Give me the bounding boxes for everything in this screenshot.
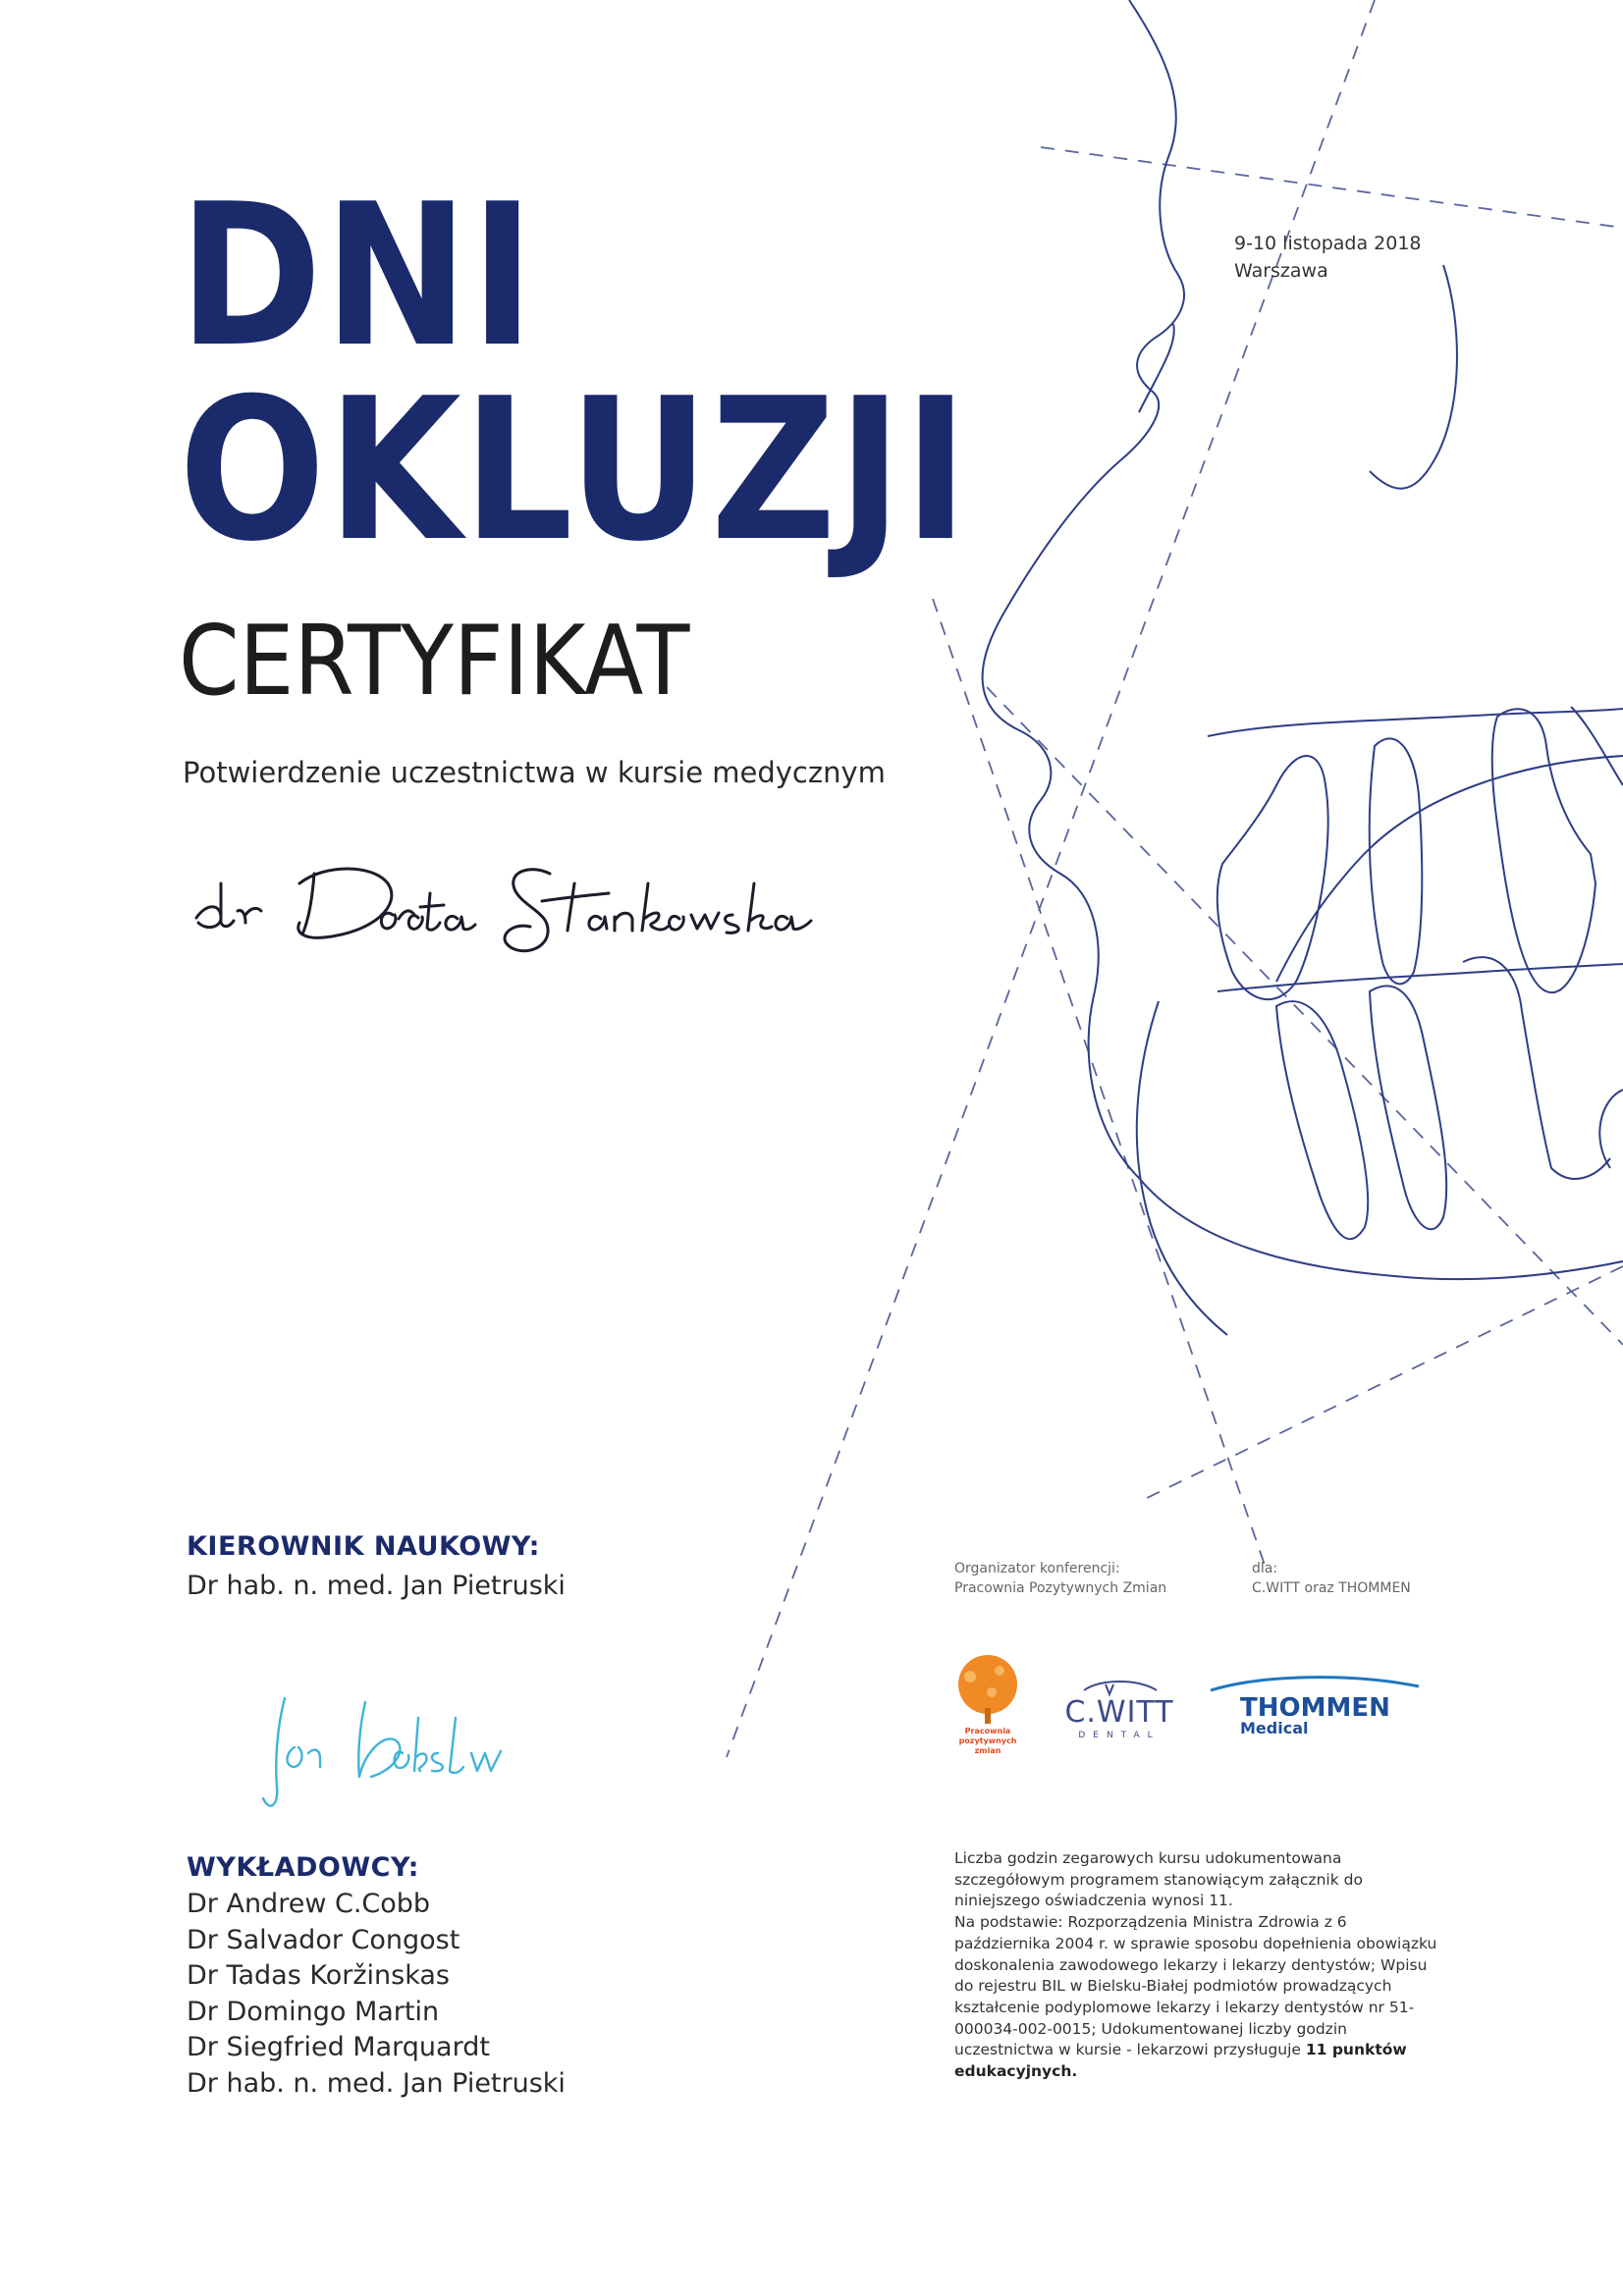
thommen-sub-text: Medical (1240, 1719, 1309, 1737)
cwitt-dental-logo (1051, 1669, 1188, 1747)
organizer-for-block (1252, 1559, 1411, 1598)
lecturer-name: Dr Tadas Koržinskas (187, 1960, 450, 1991)
legal-notice (954, 1848, 1445, 2083)
orange-tree-logo-icon (958, 1655, 1017, 1724)
event-date: 9-10 listopada 2018 (1234, 233, 1422, 254)
lecturer-name: Dr Andrew C.Cobb (187, 1889, 431, 1919)
organizer-label: Organizator konferencji: (954, 1561, 1120, 1576)
thommen-medical-logo (1203, 1669, 1429, 1747)
legal-paragraph-2-text: Na podstawie: Rozporządzenia Ministra Zdrowia z 6 października 2004 r. w sprawie sposobu dopełnienia obowiązku doskonalenia zawodowego lekarzy i lekarzy dentystów; Wpisu do rejestru BIL w Bielsku-Białej podmiotów prowadzących kształcenie podyplomowe lekarzy i lekarzy dentystów nr 51-000034-002-0015; Udokumentowanej liczby godzin uczestnictwa w kursie - lekarzowi przysługuje (954, 1913, 1437, 2059)
lecturers-list (187, 1887, 566, 2102)
cwitt-sub-text: DENTAL (1078, 1731, 1161, 1740)
organizer-name: Pracownia Pozytywnych Zmian (954, 1580, 1167, 1596)
legal-paragraph-2 (954, 1912, 1445, 2083)
svg-text:Pracownia: Pracownia (964, 1727, 1011, 1735)
event-title-line1: DNI (179, 162, 537, 391)
lecturer-name: Dr hab. n. med. Jan Pietruski (187, 2067, 566, 2099)
certificate-title: CERTYFIKAT (179, 606, 690, 718)
lecturers-heading: WYKŁADOWCY: (187, 1852, 419, 1883)
lecturer-name: Dr Domingo Martin (187, 1996, 440, 2027)
legal-points: 11 punktów edukacyjnych. (954, 2041, 1407, 2081)
certificate-subtitle: Potwierdzenie uczestnictwa w kursie medycznym (183, 756, 886, 789)
organizer-for-label: dla: (1252, 1561, 1278, 1576)
event-title-line2: OKLUZJI (179, 356, 970, 585)
scientific-head-signature (255, 1669, 550, 1816)
event-city: Warszawa (1234, 260, 1328, 282)
lecturer-name: Dr Salvador Congost (187, 1924, 460, 1955)
lecturer-name: Dr Siegfried Marquardt (187, 2032, 490, 2062)
scientific-head-heading: KIEROWNIK NAUKOWY: (187, 1531, 540, 1562)
scientific-head-name: Dr hab. n. med. Jan Pietruski (187, 1571, 566, 1601)
organizer-for-name: C.WITT oraz THOMMEN (1252, 1580, 1411, 1596)
svg-text:pozytywnych: pozytywnych (958, 1736, 1017, 1745)
recipient-handwritten-signature (177, 825, 923, 972)
organizer-block (954, 1559, 1166, 1598)
event-date-block (1234, 230, 1422, 285)
thommen-main-text: THOMMEN (1240, 1693, 1390, 1723)
pozytywne-zmiany-logo (941, 1649, 1035, 1757)
legal-paragraph-1: Liczba godzin zegarowych kursu udokumentowana szczegółowym programem stanowiącym załącznik do niniejszego oświadczenia wynosi 11. (954, 1849, 1363, 1910)
svg-text:zmian: zmian (974, 1746, 1001, 1755)
cwitt-main-text: C.WITT (1064, 1695, 1174, 1730)
